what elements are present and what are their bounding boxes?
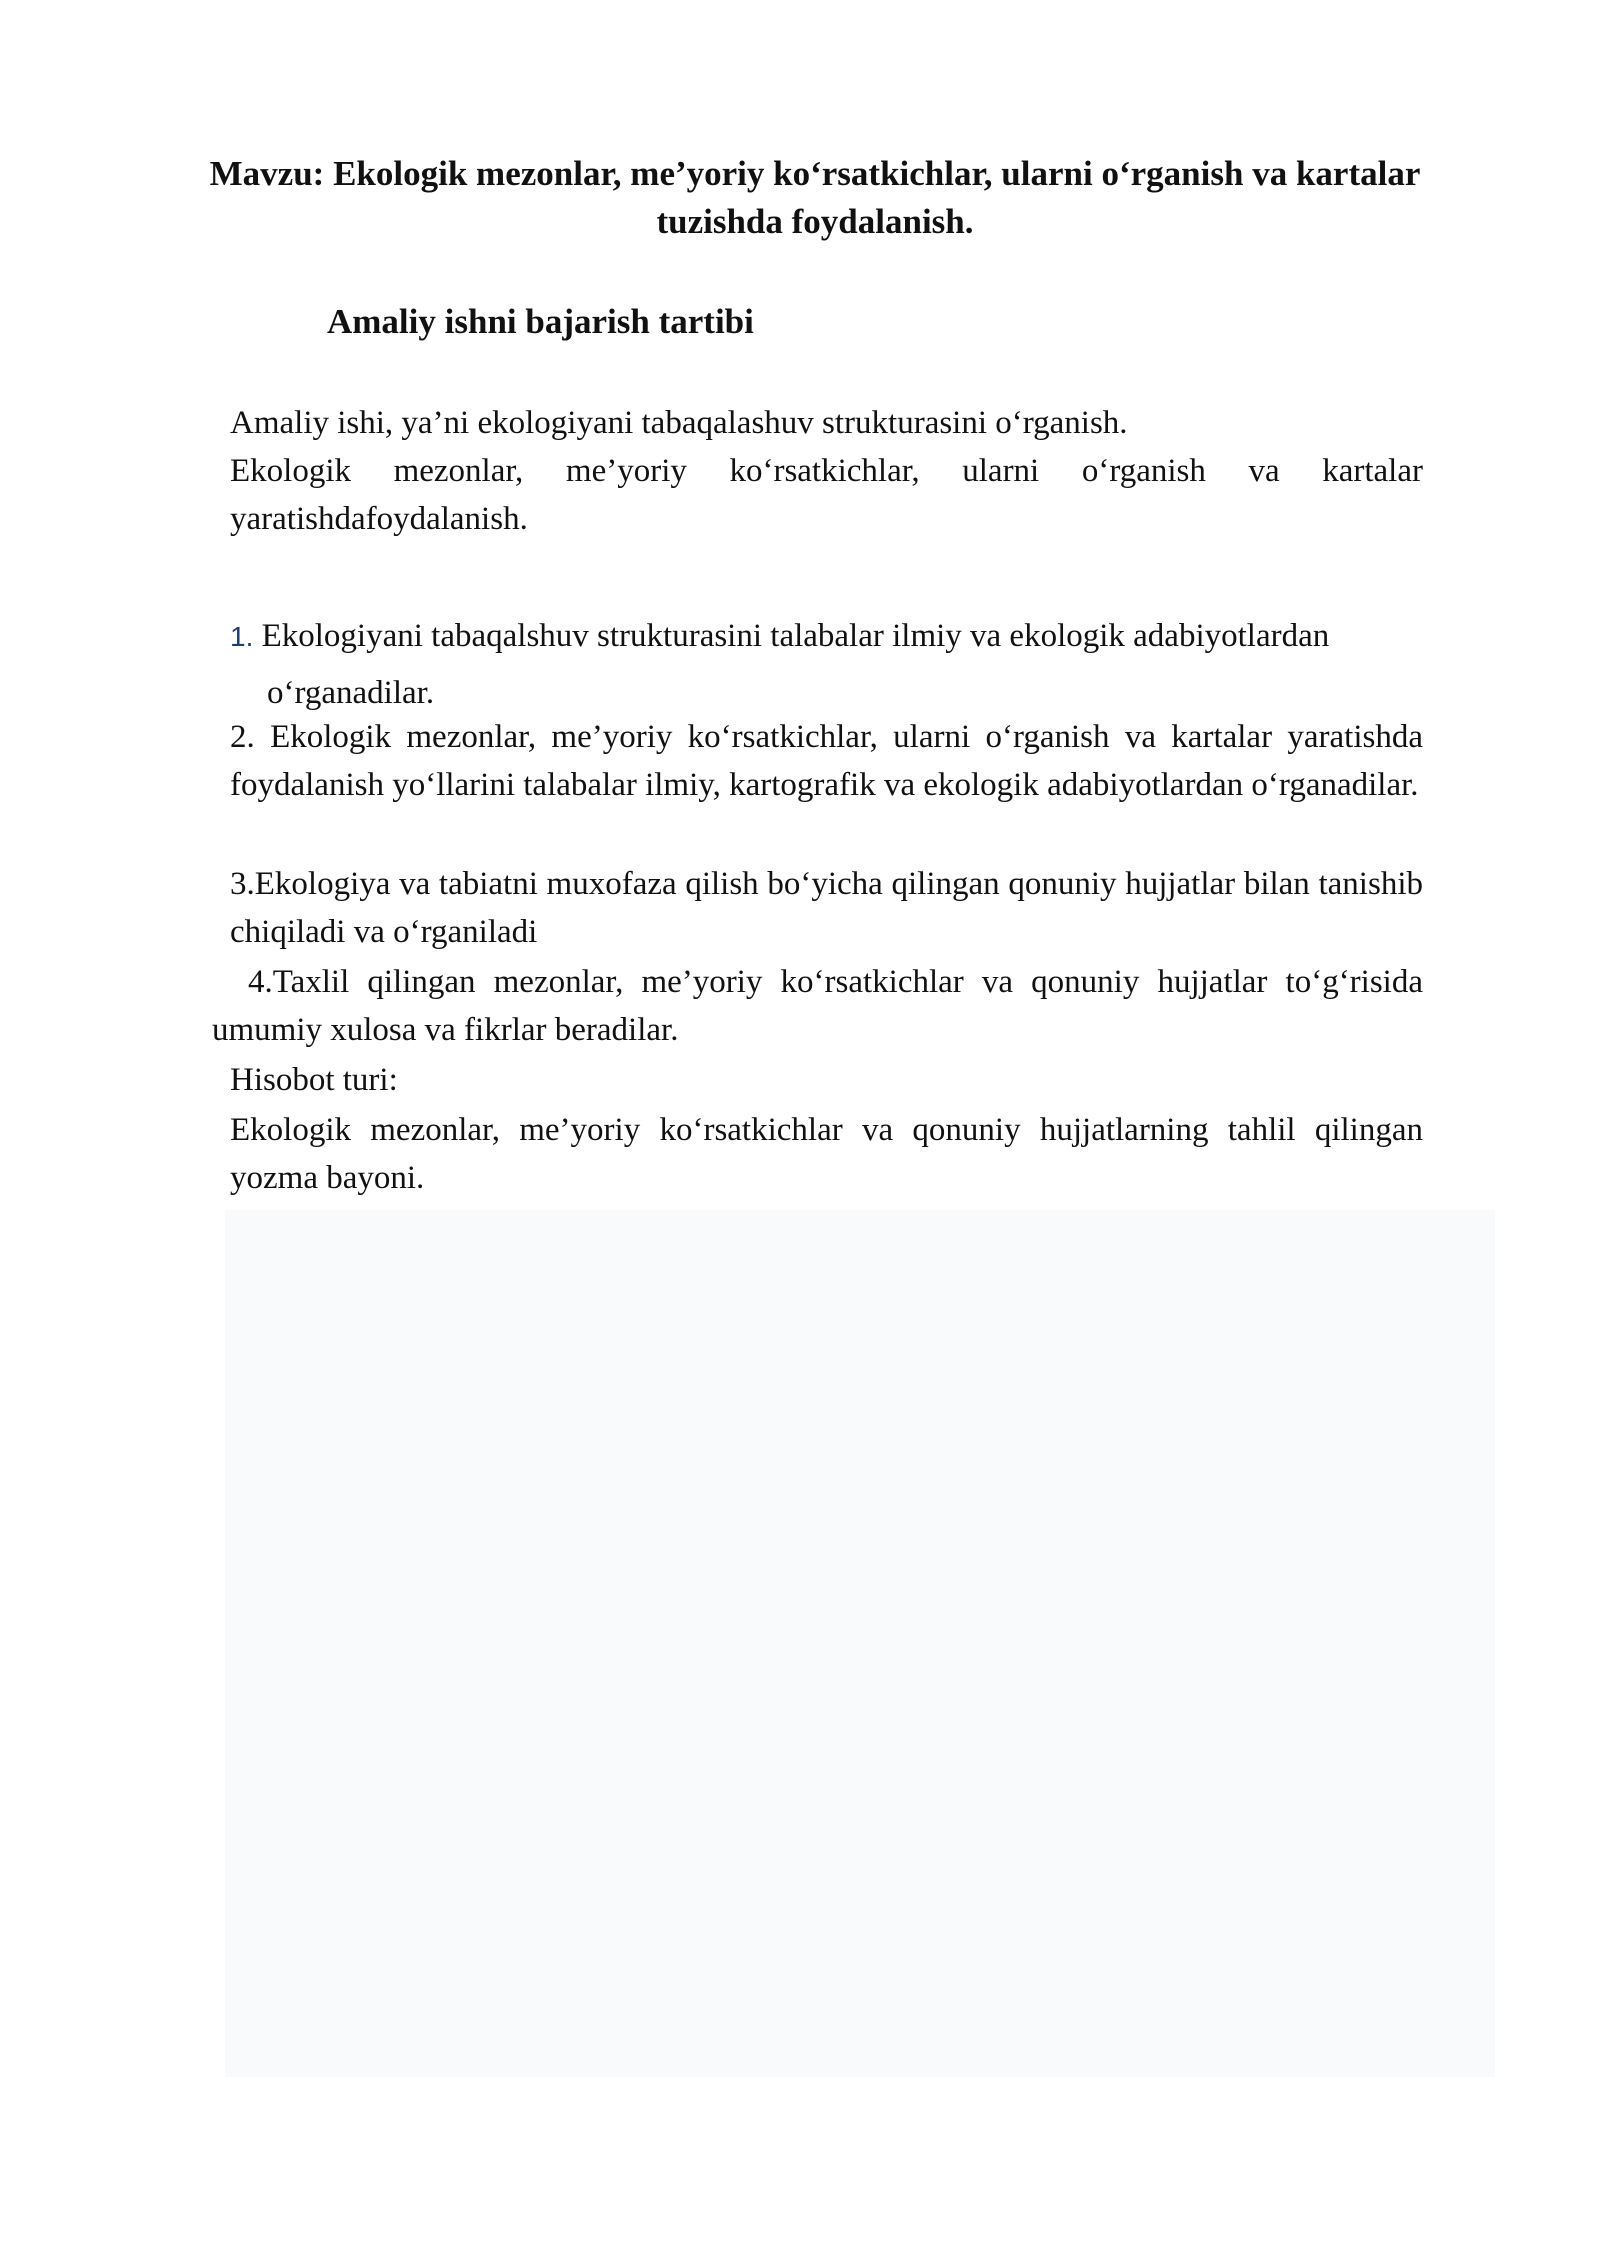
blank-content-area bbox=[225, 1210, 1495, 2077]
intro-paragraph bbox=[230, 399, 1423, 543]
page-title: Mavzu: Ekologik mezonlar, me’yoriy ko‘rsatkichlar, ularni o‘rganish va kartalar tuzishda foydalanish. bbox=[209, 154, 1421, 241]
intro-line-1: Amaliy ishi, ya’ni ekologiyani tabaqalashuv strukturasini o‘rganish. bbox=[230, 405, 1128, 441]
list-item-2: 2. Ekologik mezonlar, me’yoriy ko‘rsatkichlar, ularni o‘rganish va kartalar yaratishda foydalanish yo‘llarini talabalar ilmiy, kartografik va ekologik adabiyotlardan o‘rganadilar. bbox=[230, 719, 1423, 803]
report-type-label: Hisobot turi: bbox=[230, 1062, 398, 1098]
list-item-1-text: Ekologiyani tabaqalshuv strukturasini talabalar ilmiy va ekologik adabiyotlardan bbox=[261, 618, 1330, 654]
section-heading: Amaliy ishni bajarish tartibi bbox=[327, 302, 754, 341]
report-description: Ekologik mezonlar, me’yoriy ko‘rsatkichlar va qonuniy hujjatlarning tahlil qilingan yozma bayoni. bbox=[230, 1112, 1423, 1196]
list-item-1-number: 1. bbox=[230, 621, 254, 652]
list-item-3: 3.Ekologiya va tabiatni muxofaza qilish bo‘yicha qilingan qonuniy hujjatlar bilan tanishib chiqiladi va o‘rganiladi bbox=[230, 866, 1423, 950]
intro-line-2: Ekologik mezonlar, me’yoriy ko‘rsatkichlar, ularni o‘rganish va kartalar yaratishdafoydalanish. bbox=[230, 453, 1423, 537]
list-item-1-continuation: o‘rganadilar. bbox=[267, 675, 435, 711]
list-item-1 bbox=[230, 612, 1530, 717]
list-item-4: 4.Taxlil qilingan mezonlar, me’yoriy ko‘rsatkichlar va qonuniy hujjatlar to‘g‘risida umumiy xulosa va fikrlar beradilar. bbox=[212, 964, 1423, 1048]
